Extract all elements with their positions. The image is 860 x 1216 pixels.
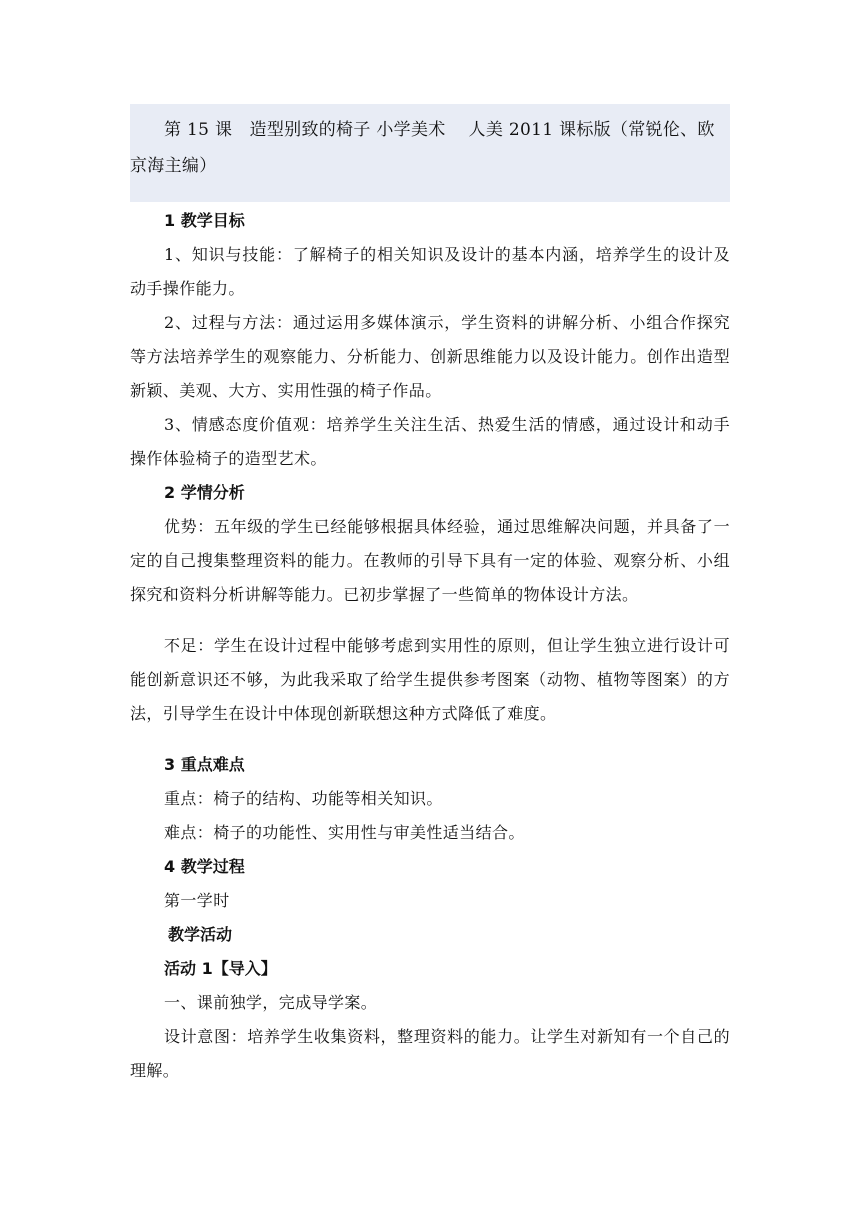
document-body bbox=[130, 204, 730, 1088]
paragraph-key-point: 重点：椅子的结构、功能等相关知识。 bbox=[164, 789, 443, 808]
paragraph-design-intent: 设计意图：培养学生收集资料，整理资料的能力。让学生对新知有一个自己的理解。 bbox=[130, 1027, 730, 1080]
paragraph-attitude-values: 3、情感态度价值观：培养学生关注生活、热爱生活的情感，通过设计和动手操作体验椅子的造型艺术。 bbox=[130, 415, 730, 468]
paragraph-process-method: 2、过程与方法：通过运用多媒体演示，学生资料的讲解分析、小组合作探究等方法培养学生的观察能力、分析能力、创新思维能力以及设计能力。创作出造型新颖、美观、大方、实用性强的椅子作品。 bbox=[130, 313, 730, 400]
paragraph-difficult-point: 难点：椅子的功能性、实用性与审美性适当结合。 bbox=[164, 823, 525, 842]
subheading-teaching-activity: 教学活动 bbox=[168, 925, 233, 944]
spacer bbox=[130, 731, 730, 748]
section-heading-key-points: 3 重点难点 bbox=[164, 755, 245, 774]
paragraph-pre-class: 一、课前独学，完成导学案。 bbox=[164, 993, 378, 1012]
paragraph-weaknesses: 不足：学生在设计过程中能够考虑到实用性的原则，但让学生独立进行设计可能创新意识还不够，为此我采取了给学生提供参考图案（动物、植物等图案）的方法，引导学生在设计中体现创新联想这种方式降低了难度。 bbox=[130, 636, 730, 723]
spacer bbox=[130, 612, 730, 629]
section-heading-learner-analysis: 2 学情分析 bbox=[164, 483, 245, 502]
paragraph-knowledge-skills: 1、知识与技能：了解椅子的相关知识及设计的基本内涵，培养学生的设计及动手操作能力。 bbox=[130, 245, 730, 298]
subheading-activity-1: 活动 1【导入】 bbox=[164, 959, 277, 978]
paragraph-strengths: 优势：五年级的学生已经能够根据具体经验，通过思维解决问题，并具备了一定的自己搜集整理资料的能力。在教师的引导下具有一定的体验、观察分析、小组探究和资料分析讲解等能力。已初步掌握了一些简单的物体设计方法。 bbox=[130, 517, 730, 604]
section-heading-objectives: 1 教学目标 bbox=[164, 211, 245, 230]
paragraph-first-period: 第一学时 bbox=[164, 891, 230, 910]
document-title: 第 15 课 造型别致的椅子 小学美术 人美 2011 课标版（常锐伦、欧京海主编） bbox=[130, 120, 715, 176]
section-heading-teaching-process: 4 教学过程 bbox=[164, 857, 245, 876]
